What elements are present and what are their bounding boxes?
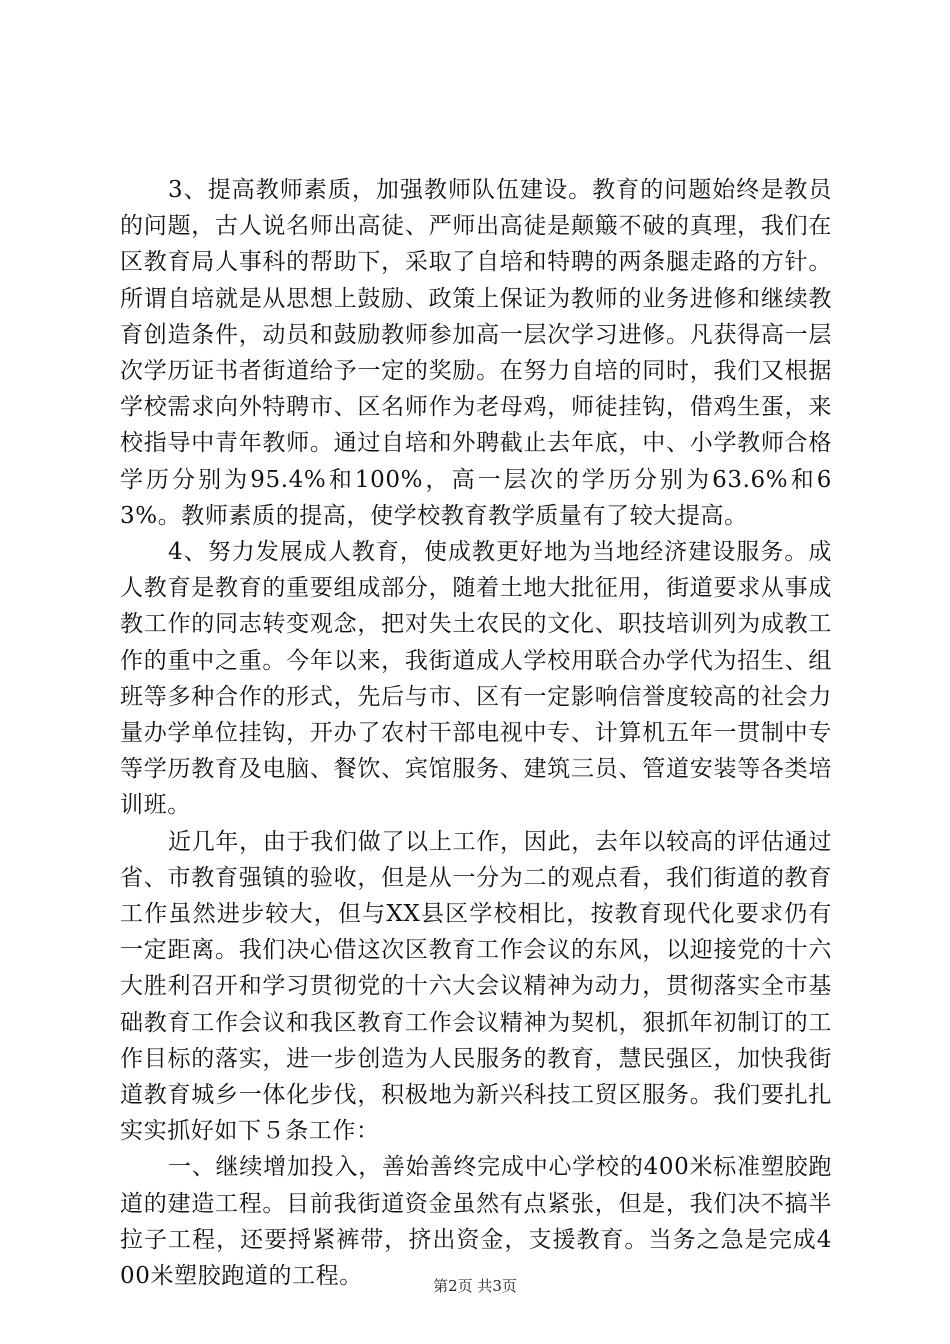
- paragraph-recent-years: 近几年，由于我们做了以上工作，因此，去年以较高的评估通过省、市教育强镇的验收，但是从一分为二的观点看，我们街道的教育工作虽然进步较大，但与XX县区学校相比，按教育现代化要求仍有一定距离。我们决心借这次区教育工作会议的东风，以迎接党的十六大胜利召开和学习贯彻党的十六大会议精神为动力，贯彻落实全市基础教育工作会议和我区教育工作会议精神为契机，狠抓年初制订的工作目标的落实，进一步创造为人民服务的教育，慧民强区，加快我街道教育城乡一体化步伐，积极地为新兴科技工贸区服务。我们要扎扎实实抓好如下５条工作：: [120, 828, 832, 1145]
- paragraph-item-one: 一、继续增加投入，善始善终完成中心学校的400米标准塑胶跑道的建造工程。目前我街道资金虽然有点紧张，但是，我们决不搞半拉子工程，还要捋紧裤带，挤出资金，支援教育。当务之急是完成400米塑胶跑道的工程。: [120, 1154, 832, 1290]
- page-footer: 第2页 共3页: [433, 1277, 517, 1295]
- document-body: [120, 172, 832, 1294]
- paragraph-adult-education: 4、努力发展成人教育，使成教更好地为当地经济建设服务。成人教育是教育的重要组成部分，随着土地大批征用，街道要求从事成教工作的同志转变观念，把对失土农民的文化、职技培训列为成教工作的重中之重。今年以来，我街道成人学校用联合办学代为招生、组班等多种合作的形式，先后与市、区有一定影响信誉度较高的社会力量办学单位挂钩，开办了农村干部电视中专、计算机五年一贯制中专等学历教育及电脑、餐饮、宾馆服务、建筑三员、管道安装等各类培训班。: [120, 539, 832, 819]
- paragraph-teacher-quality: 3、提高教师素质，加强教师队伍建设。教育的问题始终是教员的问题，古人说名师出高徒、严师出高徒是颠簸不破的真理，我们在区教育局人事科的帮助下，采取了自培和特聘的两条腿走路的方针。所谓自培就是从思想上鼓励、政策上保证为教师的业务进修和继续教育创造条件，动员和鼓励教师参加高一层次学习进修。凡获得高一层次学历证书者街道给予一定的奖励。在努力自培的同时，我们又根据学校需求向外特聘市、区名师作为老母鸡，师徒挂钩，借鸡生蛋，来校指导中青年教师。通过自培和外聘截止去年底，中、小学教师合格学历分别为95.4%和100%，高一层次的学历分别为63.6%和63%。教师素质的提高，使学校教育教学质量有了较大提高。: [120, 177, 832, 529]
